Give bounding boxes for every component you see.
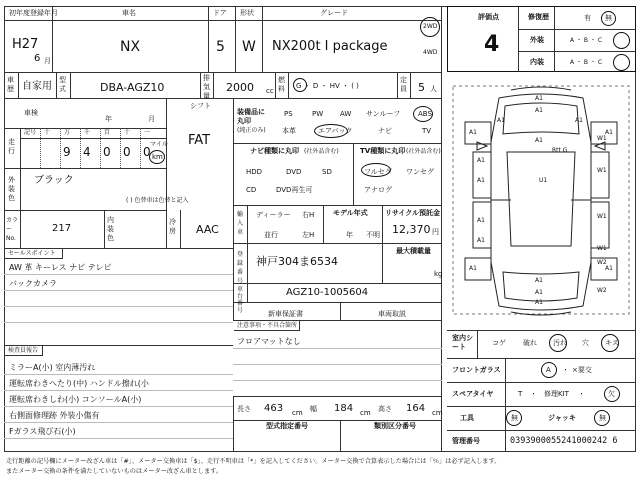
first-reg-month: 6	[34, 53, 41, 64]
model-value: DBA-AGZ10	[100, 81, 165, 94]
diagram-label: A1	[477, 177, 485, 184]
spare-item: ・	[530, 390, 537, 398]
eval-label: 評価点	[478, 13, 499, 21]
equipment-item: エアバック	[318, 127, 353, 135]
sales-point-line1: AW 革 キーレス ナビ テレビ	[9, 263, 112, 272]
glass-label: フロントガラス	[452, 366, 501, 374]
diagram-label: A1	[535, 137, 543, 144]
management-label: 管理番号	[452, 437, 480, 445]
exterior-options: A ・ B ・ C	[570, 37, 603, 44]
diagram-label: W2	[597, 259, 607, 266]
mileage-digit: 0	[143, 145, 151, 159]
tools-label: 工具	[460, 414, 474, 422]
digit-header: 十	[124, 129, 131, 136]
month-unit: 月	[44, 57, 51, 65]
ac-value: AAC	[196, 223, 219, 236]
first-reg-label: 初年度登録年月	[9, 9, 58, 17]
digit-divider	[100, 128, 101, 168]
jack-label: ジャッキ	[548, 414, 576, 422]
diagram-label: A1	[469, 265, 477, 272]
sales-point-line2: バックカメラ	[9, 279, 57, 288]
footer-line1: 走行距離の記号欄にメーター改ざん車は「#」、メーター交換車は「$」、走行不明車は「*」を記入してください。メーター交換で合算表示した場合には「％」は必ず記入します。	[6, 458, 501, 465]
tools-value: 無	[511, 414, 518, 422]
navi-item: DVD	[286, 168, 302, 176]
grade-value: NX200t I package	[272, 39, 388, 54]
shaken-label: 車検	[24, 109, 38, 117]
interior-selected-circle	[613, 54, 630, 71]
inspector-line: ミラーA(小) 室内薄汚れ	[9, 363, 96, 372]
frame-label: 車台番号	[237, 286, 244, 314]
glass-item: ×要交	[572, 366, 592, 374]
sales-point-label: セールスポイント	[8, 250, 56, 257]
import-dealer: ディーラー	[256, 211, 291, 219]
ruled-line	[4, 274, 233, 275]
recycle-label: リサイクル預託金	[385, 209, 441, 217]
spare-item: 修理KIT	[544, 390, 569, 398]
kg-unit: kg	[434, 270, 443, 278]
capacity-label: 定員	[400, 76, 407, 93]
length-value: 463	[264, 403, 284, 414]
equipment-item: ABS	[418, 110, 432, 118]
seat-item: キズ	[605, 339, 619, 347]
notes-label: 注意事項・不具合箇所	[237, 322, 298, 329]
navi-item: DVD再生可	[276, 186, 313, 194]
import-left: 左H	[302, 231, 315, 239]
model-year-unknown: 不明	[366, 231, 380, 239]
diagram-label: A1	[535, 299, 543, 306]
inspector-line: 運転席わきへたり(中) ハンドル擦れ(小	[9, 379, 149, 388]
ruled-line	[4, 290, 233, 291]
width-label: 幅	[310, 405, 317, 413]
inspector-line: 右側面修理跡 外装小傷有	[9, 411, 100, 420]
ruled-line	[233, 348, 442, 349]
car-damage-diagram	[447, 82, 636, 328]
exterior-color-label: 外装色	[8, 176, 15, 202]
diagram-label: A1	[497, 117, 505, 124]
digit-divider	[60, 128, 61, 168]
digit-header: 百	[104, 129, 111, 136]
interior-color-label: 内装色	[107, 216, 114, 242]
equipment-label: 装備品に丸印	[237, 108, 265, 125]
model-year-label: モデル年式	[333, 209, 368, 217]
eval-value: 4	[484, 32, 500, 57]
glass-item: A	[546, 366, 551, 374]
manual-label: 車両取説	[378, 310, 406, 318]
navi-sub: (社外品含む)	[304, 148, 339, 155]
digit-divider	[120, 128, 121, 168]
navi-title: ナビ種類に丸印	[250, 147, 299, 155]
mileage-digit: 4	[83, 145, 91, 159]
glass-item: ・	[562, 366, 569, 374]
shaken-month: 月	[148, 115, 155, 123]
model-label: 型式	[59, 76, 66, 93]
equipment-item: サンルーフ	[366, 110, 401, 118]
tv-item: フルセグ	[364, 168, 392, 176]
diagram-label: A1	[469, 129, 477, 136]
shape-label: 形状	[240, 9, 254, 17]
shift-value: FAT	[188, 133, 211, 148]
height-cm: cm	[432, 409, 443, 417]
recycle-yen: 円	[432, 228, 439, 236]
height-value: 164	[406, 403, 426, 414]
color-no-value: 217	[52, 223, 72, 234]
diagram-label: W1	[597, 213, 607, 220]
seat-label: 室内シート	[452, 334, 473, 351]
mileage-digit: 9	[63, 145, 71, 159]
ruled-line	[4, 322, 233, 323]
max-load-label: 最大積載量	[396, 247, 431, 255]
warranty-label: 新車保証書	[268, 310, 303, 318]
inspector-label: 検査員報告	[8, 347, 39, 354]
diagram-label: A1	[535, 95, 543, 102]
first-reg-year: H27	[12, 37, 39, 52]
ruled-line	[233, 364, 442, 365]
drive-2wd: 2WD	[423, 23, 438, 30]
color-no-label: カラーNo.	[6, 217, 19, 242]
tv-item: アナログ	[364, 186, 392, 194]
diagram-label: A1	[477, 217, 485, 224]
diagram-label: W2	[597, 287, 607, 294]
seat-scratch-circle	[601, 334, 619, 352]
fullseg-circle	[361, 163, 391, 177]
diagram-label: A1	[535, 289, 543, 296]
diagram-label: U1	[539, 177, 548, 184]
diagram-label: W1	[597, 167, 607, 174]
inspector-line: 運転席わきしわ(小) コンソールA(小)	[9, 395, 142, 404]
jack-none-circle	[594, 410, 610, 426]
registration-value: 神戸304ま6534	[256, 255, 338, 268]
km-label: km	[152, 153, 163, 161]
cc-unit: cc	[266, 87, 274, 95]
drive-4wd: 4WD	[423, 49, 438, 56]
diagram-label: A1	[477, 237, 485, 244]
ruled-line	[4, 306, 233, 307]
equipment-item: ナビ	[378, 127, 392, 135]
doors-label: ドア	[213, 9, 227, 17]
equipment-item: 本革	[282, 127, 296, 135]
import-label: 輸入車	[237, 211, 244, 236]
glass-a-circle	[541, 362, 557, 378]
displacement-value: 2000	[226, 81, 254, 94]
ruled-line	[4, 374, 233, 375]
spare-item: ・	[578, 390, 585, 398]
notes-line1: フロアマットなし	[237, 337, 301, 346]
management-value: 0393900055241000242 6	[510, 436, 618, 446]
tv-item: ワンセグ	[406, 168, 434, 176]
exterior-selected-circle	[613, 32, 630, 49]
interior-options: A ・ B ・ C	[570, 59, 603, 66]
diagram-label: A1	[605, 129, 613, 136]
spare-item: 欠	[608, 390, 615, 398]
interior-label: 内装	[530, 58, 544, 66]
ruled-line	[233, 380, 442, 381]
airbag-circle	[314, 124, 348, 138]
frame-value: AGZ10-1005604	[286, 287, 369, 298]
recycle-value: 12,370	[392, 223, 431, 236]
width-value: 184	[334, 403, 354, 414]
seat-dirty-circle	[549, 334, 567, 352]
model-year-unit: 年	[346, 231, 353, 239]
digit-header: 万	[64, 129, 71, 136]
diagram-label: A1	[605, 265, 613, 272]
equipment-item: PS	[284, 110, 293, 118]
equipment-item: TV	[422, 127, 432, 135]
color-note: ( ) 色替車は色替と記入	[126, 197, 189, 204]
tv-sub: (社外品含む)	[406, 148, 441, 155]
car-name-label: 車名	[122, 9, 136, 17]
equipment-sub: (純正のみ)	[237, 127, 266, 134]
length-label: 長さ	[237, 405, 251, 413]
capacity-unit: 人	[430, 85, 437, 93]
mile-label: マイル	[150, 141, 168, 148]
shift-label: シフト	[190, 102, 211, 110]
ruled-line	[4, 438, 233, 439]
usage-value: 自家用	[22, 81, 52, 92]
diagram-label: A1	[477, 157, 485, 164]
tools-none-circle	[506, 410, 522, 426]
digit-divider	[40, 128, 41, 168]
fuel-options: G ・ D ・ HV ・ ( )	[296, 82, 359, 90]
digit-header: 十	[44, 129, 51, 136]
seat-item: 破れ	[523, 339, 537, 347]
exterior-label: 外装	[530, 36, 544, 44]
import-parallel: 並行	[264, 231, 278, 239]
shape-value: W	[242, 39, 256, 55]
equipment-item: PW	[312, 110, 324, 118]
diagram-label: W1	[597, 245, 607, 252]
registration-label: 登録番号	[237, 251, 244, 285]
mileage-digit: 0	[103, 145, 111, 159]
repair-option: 有	[584, 14, 591, 22]
spare-item: T	[518, 390, 523, 398]
ac-label: 冷房	[169, 218, 176, 235]
navi-item: HDD	[246, 168, 263, 176]
width-cm: cm	[360, 409, 371, 417]
digit-divider	[80, 128, 81, 168]
spare-label: スペアタイヤ	[452, 390, 494, 398]
footer-line2: またメーター交換の条件を満たしていないものはメーター改ざん車とします。	[6, 468, 223, 475]
displacement-label: 排気量	[203, 74, 210, 100]
ruled-line	[4, 390, 233, 391]
diagram-label: A1	[535, 277, 543, 284]
inspector-line: Fガラス飛び石(小)	[9, 427, 76, 436]
digit-header: 千	[84, 129, 91, 136]
capacity-value: 5	[418, 81, 425, 94]
import-right: 右H	[302, 211, 315, 219]
exterior-color-value: ブラック	[34, 175, 74, 186]
digit-header: 一	[144, 129, 151, 136]
ruled-line	[4, 422, 233, 423]
ruled-line	[4, 406, 233, 407]
category-label: 類別区分番号	[374, 422, 416, 430]
fuel-selected-circle	[293, 78, 307, 92]
digit-divider	[140, 128, 141, 168]
car-name-value: NX	[120, 39, 141, 55]
mileage-digit: 0	[123, 145, 131, 159]
height-label: 高さ	[378, 405, 392, 413]
digit-header: 記号	[24, 129, 37, 136]
usage-label: 車歴	[7, 76, 14, 93]
jack-value: 無	[599, 414, 606, 422]
seat-item: コゲ	[492, 339, 506, 347]
equipment-item: AW	[340, 110, 352, 118]
doors-value: 5	[216, 39, 225, 55]
tv-title: TV種類に丸印	[360, 147, 406, 155]
repair-option: ・	[598, 14, 605, 22]
shaken-year: 年	[105, 115, 112, 123]
navi-item: SD	[322, 168, 332, 176]
repair-option: 無	[605, 14, 612, 22]
abs-circle	[413, 106, 433, 122]
spare-missing-circle	[604, 386, 620, 402]
repair-label: 修復歴	[528, 13, 549, 21]
type-designation-label: 型式指定番号	[266, 422, 308, 430]
grade-label: グレード	[320, 9, 348, 17]
repair-none-circle	[601, 11, 616, 26]
mileage-label: 走行	[8, 138, 15, 155]
fuel-label: 燃料	[278, 76, 285, 93]
diagram-label: A1	[575, 117, 583, 124]
diagram-label: W1	[597, 135, 607, 142]
navi-item: CD	[246, 186, 257, 194]
diagram-label: A1	[535, 107, 543, 114]
seat-item: 穴	[582, 339, 589, 347]
length-cm: cm	[292, 409, 303, 417]
seat-item: 汚れ	[553, 339, 567, 347]
diagram-center-note: Rtt G	[552, 147, 568, 154]
